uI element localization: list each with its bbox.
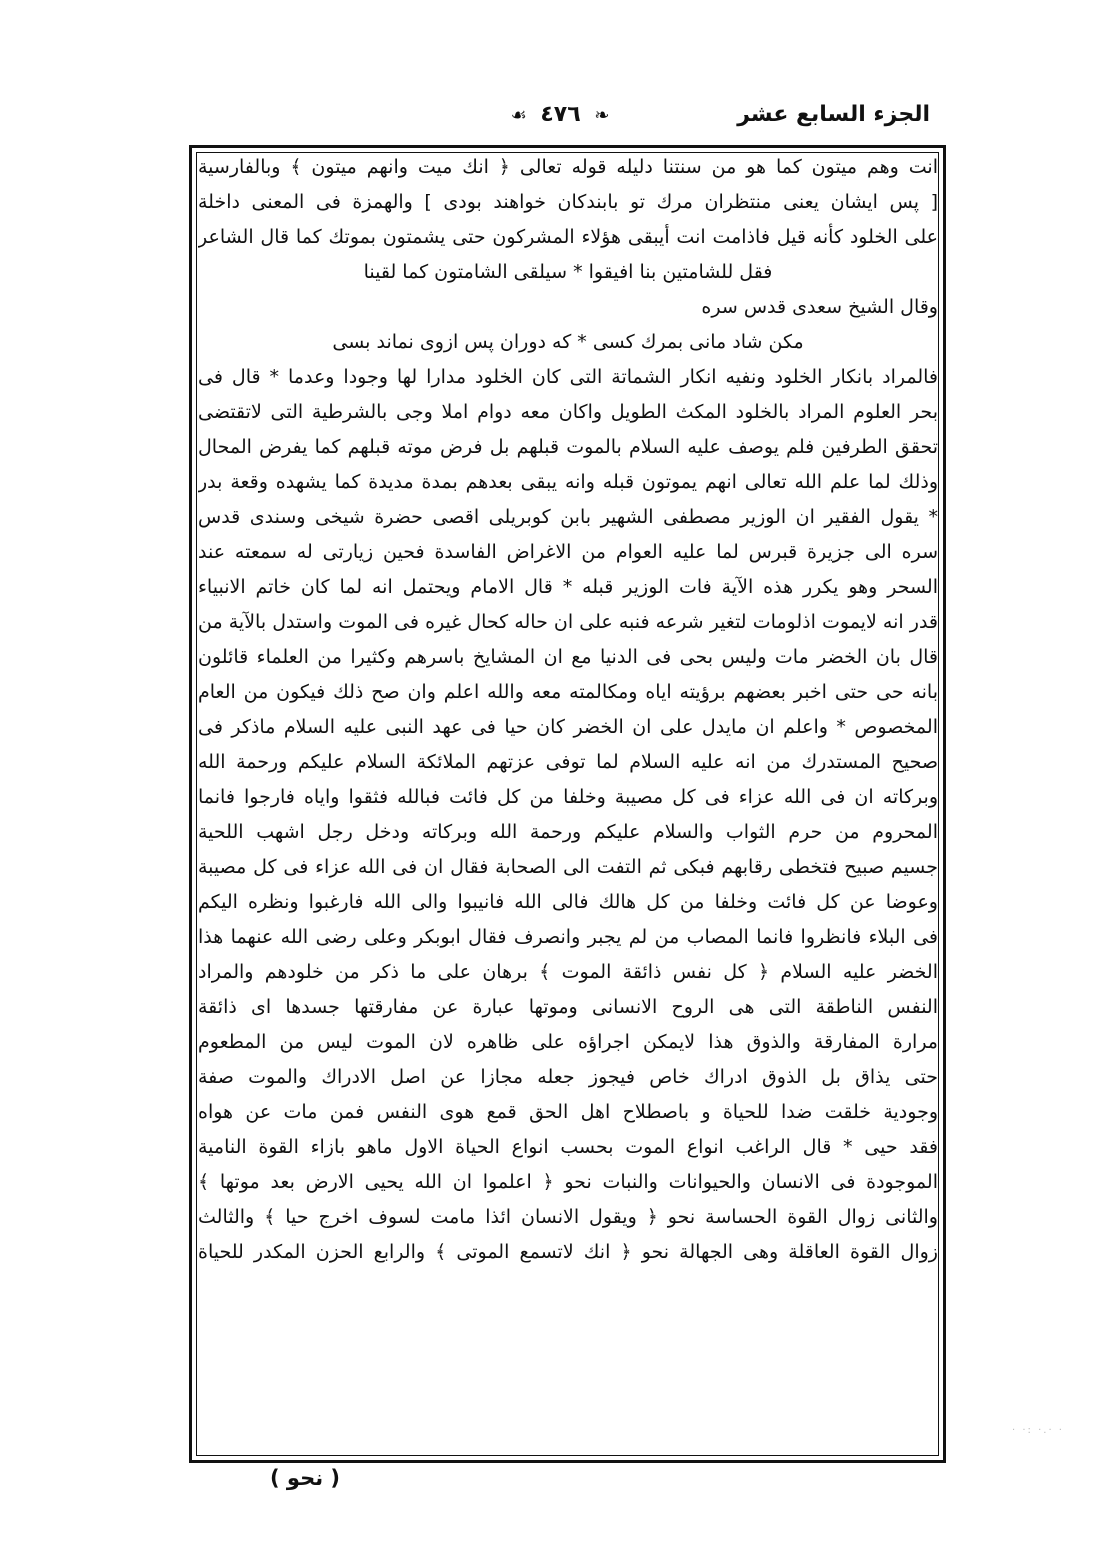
text-line: على الخلود كأنه قيل فاذامت انت أيبقى هؤلاء المشركون حتى يشمتون بموتك كما قال الشاعر: [198, 226, 938, 248]
text-line: وذلك لما علم الله تعالى انهم يموتون قبله وانه يبقى بعدهم بمدة مديدة كما يشهده وقعة بدر: [198, 471, 938, 493]
page-header: [190, 98, 930, 138]
body-text: [198, 150, 938, 1270]
text-line: قال بان الخضر مات وليس بحى فى الدنيا مع ان المشايخ باسرهم وكثيرا من العلماء قائلون: [198, 646, 938, 668]
text-line: المحروم من حرم الثواب والسلام عليكم ورحمة الله وبركاته ودخل رجل اشهب اللحية: [198, 821, 938, 843]
text-line: جسيم صبيح فتخطى رقابهم فبكى ثم التفت الى الصحابة فقال ان فى الله عزاء فى كل مصيبة: [198, 856, 938, 878]
catchword: ( نحو ): [270, 1466, 341, 1490]
verse-line: فقل للشامتين بنا افيقوا * سيلقى الشامتون كما لقينا: [363, 261, 773, 283]
scan-smudge: · ·: ·.· ·: [1012, 1425, 1064, 1436]
text-line: والثانى زوال القوة الحساسة نحو ﴿ ويقول الانسان ائذا مامت لسوف اخرج حيا ﴾ والثالث: [198, 1206, 938, 1228]
text-line: المخصوص * واعلم ان مايدل على ان الخضر كان حيا فى عهد النبى عليه السلام ماذكر فى: [198, 716, 938, 738]
text-line: صحيح المستدرك من انه عليه السلام لما توفى عزتهم الملائكة السلام عليكم ورحمة الله: [198, 751, 938, 773]
ornament-right-icon: ☙: [510, 105, 527, 126]
verse-line: مكن شاد مانى بمرك كسى * كه دوران پس ازوى نماند بسى: [332, 331, 804, 353]
text-line: سره الى جزيرة قبرس لما عليه العوام من الاغراض الفاسدة فحين زيارتى له سمعته عند: [198, 541, 938, 563]
text-line: زوال القوة العاقلة وهى الجهالة نحو ﴿ انك لاتسمع الموتى ﴾ والرابع الحزن المكدر للحياة: [198, 1241, 938, 1263]
text-line: السحر وهو يكرر هذه الآية فات الوزير قبله * قال الامام ويحتمل انه لما كان خاتم الانبياء: [198, 576, 938, 598]
text-line: الخضر عليه السلام ﴿ كل نفس ذائقة الموت ﴾ برهان على ما ذكر من خلودهم والمراد: [198, 961, 938, 983]
text-line: وبركاته ان فى الله عزاء فى كل مصيبة وخلفا من كل فائت فبالله فثقوا واياه فارجوا فانما: [198, 786, 938, 808]
text-line: فالمراد بانكار الخلود ونفيه انكار الشماتة التى كان الخلود مدارا لها وجودا وعدما * قال فى: [198, 366, 938, 388]
ornament-left-icon: ❧: [594, 105, 610, 126]
text-line: قدر انه لايموت اذلومات لتغير شرعه فنبه على ان حاله كحال غيره فى الموت واستدل بالآية من: [198, 611, 938, 633]
page-number-block: [505, 102, 616, 127]
running-head: الجزء السابع عشر: [737, 102, 930, 127]
text-line: بحر العلوم المراد بالخلود المكث الطويل واكان معه دوام املا وجى بالشرطية التى لاتقتضى: [198, 401, 938, 423]
text-line: وقال الشيخ سعدى قدس سره: [701, 296, 938, 318]
text-line: حتى يذاق بل الذوق ادراك خاص فيجوز جعله مجازا عن اصل الادراك والموت صفة: [198, 1066, 938, 1088]
text-line: النفس الناطقة التى هى الروح الانسانى وموتها عبارة عن مفارقتها جسدها اى ذائقة: [198, 996, 938, 1018]
text-line: الموجودة فى الانسان والحيوانات والنبات نحو ﴿ اعلموا ان الله يحيى الارض بعد موتها ﴾: [198, 1171, 938, 1193]
text-line: وعوضا عن كل فائت وخلفا من كل هالك فالى الله فانيبوا والى الله فارغبوا ونظره اليكم: [198, 891, 938, 913]
text-line: تحقق الطرفين فلم يوصف عليه السلام بالموت قبلهم بل فرض موته قبلهم كما يفرض المحال: [198, 436, 938, 458]
text-line: انت وهم ميتون كما هو من سنتنا دليله قوله تعالى ﴿ انك ميت وانهم ميتون ﴾ وبالفارسية: [198, 156, 938, 178]
text-line: فى البلاء فانظروا فانما المصاب من لم يجبر وانصرف فقال ابوبكر وعلى رضى الله عنهما هذا: [198, 926, 938, 948]
text-line: بانه حى حتى اخبر بعضهم برؤيته اياه ومكالمته معه والله اعلم وان صح ذلك فيكون من العام: [198, 681, 938, 703]
text-line: فقد حيى * قال الراغب انواع الموت بحسب انواع الحياة الاول ماهو بازاء القوة النامية: [198, 1136, 938, 1158]
text-line: * يقول الفقير ان الوزير مصطفى الشهير بابن كوبريلى اقصى حضرة شيخى وسندى قدس: [198, 506, 938, 528]
text-line: مرارة المفارقة والذوق هذا لايمكن اجراؤه على ظاهره لان الموت ليس من المطعوم: [198, 1031, 938, 1053]
page-number: ٤٧٦: [540, 102, 581, 127]
text-line: وجودية خلقت ضدا للحياة و باصطلاح اهل الحق قمع هوى النفس فمن مات عن هواه: [198, 1101, 938, 1123]
text-line: [ پس ايشان يعنى منتظران مرك تو بابندكان خواهند بودى ] والهمزة فى المعنى داخلة: [198, 191, 938, 213]
